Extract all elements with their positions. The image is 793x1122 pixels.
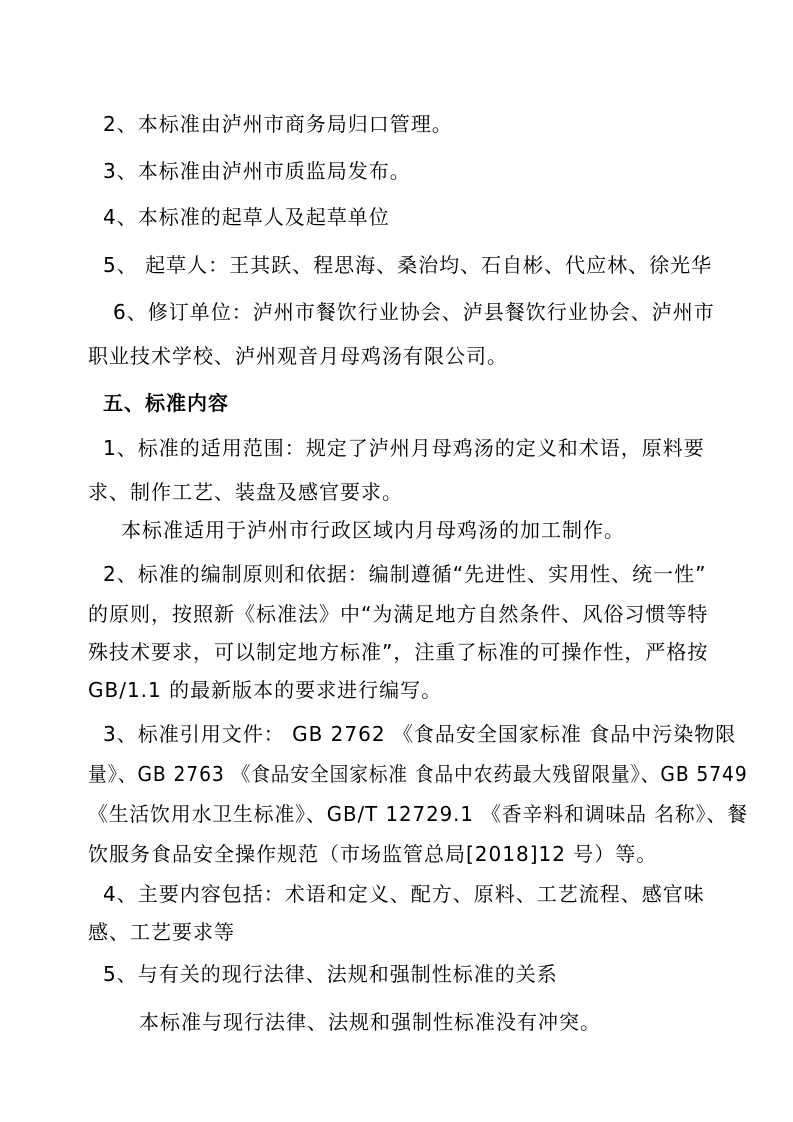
section-5-heading: 五、标准内容 [103,391,229,415]
content-1-scope: 1、标准的适用范围：规定了泸州月母鸡汤的定义和术语，原料要 [103,436,705,460]
content-3-references-cont-3: 饮服务食品安全操作规范（市场监管总局[2018]12 号）等。 [88,842,658,866]
content-5-relation: 5、与有关的现行法律、法规和强制性标准的关系 [103,962,558,986]
content-2-principles-cont-1: 的原则，按照新《标准法》中“为满足地方自然条件、风俗习惯等特 [88,602,709,626]
content-1-applicability: 本标准适用于泸州市行政区域内月母鸡汤的加工制作。 [121,518,625,542]
content-3-references-cont-1: 量》、GB 2763 《食品安全国家标准 食品中农药最大残留限量》、GB 5749 [88,762,748,786]
content-2-principles-cont-2: 殊技术要求，可以制定地方标准”，注重了标准的可操作性，严格按 [88,640,709,664]
content-5-no-conflict: 本标准与现行法律、法规和强制性标准没有冲突。 [139,1010,601,1034]
item-6-revision-units-cont: 职业技术学校、泸州观音月母鸡汤有限公司。 [88,344,508,368]
content-3-references-cont-2: 《生活饮用水卫生标准》、GB/T 12729.1 《香辛料和调味品 名称》、餐 [88,802,748,826]
content-2-principles: 2、标准的编制原则和依据：编制遵循“先进性、实用性、统一性” [103,562,707,586]
item-6-revision-units: 6、修订单位：泸州市餐饮行业协会、泸县餐饮行业协会、泸州市 [113,300,715,324]
content-3-references: 3、标准引用文件： GB 2762 《食品安全国家标准 食品中污染物限 [103,722,737,746]
item-2-management: 2、本标准由泸州市商务局归口管理。 [103,112,453,136]
content-4-main: 4、主要内容包括：术语和定义、配方、原料、工艺流程、感官味 [103,882,705,906]
content-2-principles-cont-3: GB/1.1 的最新版本的要求进行编写。 [88,678,443,702]
item-4-drafters-heading: 4、本标准的起草人及起草单位 [103,205,390,229]
content-1-scope-cont: 求、制作工艺、装盘及感官要求。 [88,480,403,504]
item-5-drafters: 5、 起草人：王其跃、程思海、桑治均、石自彬、代应林、徐光华 [103,253,713,277]
item-3-publisher: 3、本标准由泸州市质监局发布。 [103,159,411,183]
content-4-main-cont: 感、工艺要求等 [88,920,235,944]
